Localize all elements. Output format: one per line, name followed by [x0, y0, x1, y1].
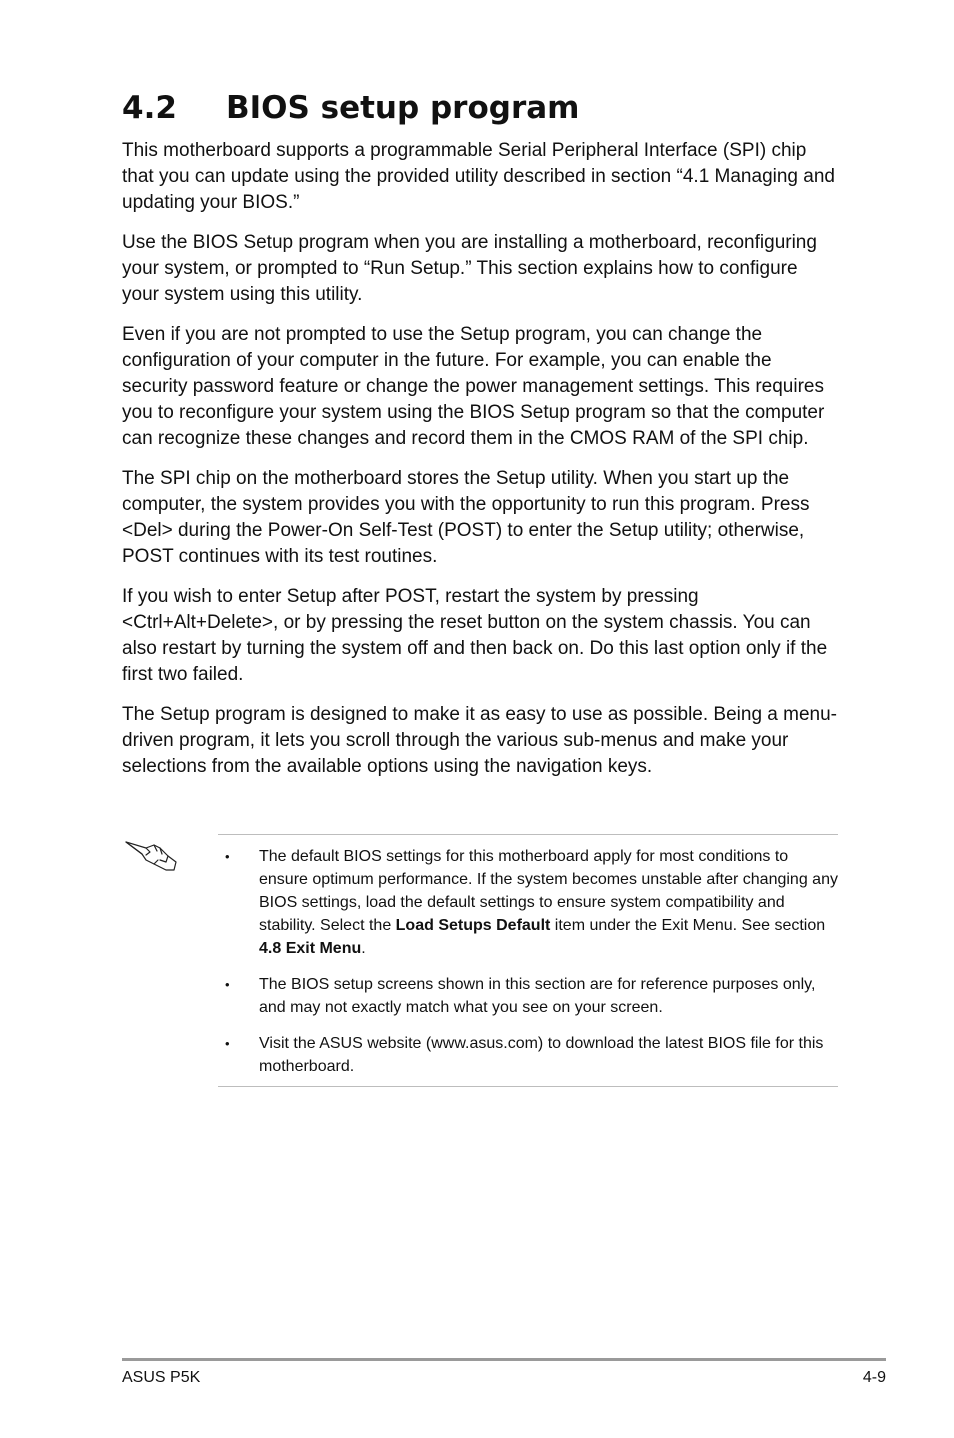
- load-setups-default-label: Load Setups Default: [395, 917, 551, 934]
- bullet: •: [225, 977, 230, 992]
- paragraph-1: This motherboard supports a programmable Serial Peripheral Interface (SPI) chip that you can update using the provided utility described in section “4.1 Managing and updating your BIOS.”: [122, 140, 835, 213]
- bullet: •: [225, 849, 230, 864]
- paragraph-5: If you wish to enter Setup after POST, restart the system by pressing <Ctrl+Alt+Delete>, or by pressing the reset button on the system chassis. You can also restart by turning the system off and then back on. Do this last option only if the first two failed.: [122, 586, 828, 685]
- body-text: [122, 138, 838, 794]
- note-text-part: The default BIOS settings for this motherboard apply for most conditions to ensure optimum performance. If the system becomes unstable after changing any BIOS settings, load the default settings to ensure system compatibility and stability. Select the: [259, 848, 838, 934]
- paragraph-3: Even if you are not prompted to use the Setup program, you can change the configuration of your computer in the future. For example, you can enable the security password feature or change the power management settings. This requires you to reconfigure your system using the BIOS Setup program so that the computer can recognize these changes and record them in the CMOS RAM of the SPI chip.: [122, 324, 825, 449]
- paragraph-6: The Setup program is designed to make it as easy to use as possible. Being a menu-driven program, it lets you scroll through the various sub-menus and make your selections from the available options using the navigation keys.: [122, 704, 838, 777]
- footer-product-name: ASUS P5K: [122, 1369, 201, 1386]
- note-text: The BIOS setup screens shown in this section are for reference purposes only, and may not exactly match what you see on your screen.: [259, 976, 816, 1016]
- paragraph-2: Use the BIOS Setup program when you are installing a motherboard, reconfiguring your system, or prompted to “Run Setup.” This section explains how to configure your system using this utility.: [122, 232, 817, 305]
- note-item: [218, 1032, 838, 1078]
- note-item: [218, 845, 838, 960]
- note-item: [218, 973, 838, 1019]
- note-text-part: item under the Exit Menu. See section: [550, 917, 826, 934]
- exit-menu-reference: 4.8 Exit Menu: [259, 940, 362, 957]
- section-number: 4.2: [122, 90, 177, 126]
- bullet: •: [225, 1036, 230, 1051]
- section-title: BIOS setup program: [226, 90, 580, 126]
- footer-rule: [122, 1358, 886, 1361]
- paragraph-4: The SPI chip on the motherboard stores the Setup utility. When you start up the computer, the system provides you with the opportunity to run this program. Press <Del> during the Power-On Self-Test (POST) to enter the Setup utility; otherwise, POST continues with its test routines.: [122, 468, 810, 567]
- note-text: [259, 845, 838, 960]
- note-box: [218, 834, 838, 1087]
- section-heading: [122, 86, 579, 130]
- page-number: 4-9: [862, 1369, 886, 1386]
- note-text: Visit the ASUS website (www.asus.com) to download the latest BIOS file for this motherboard.: [259, 1035, 824, 1075]
- note-text-part: .: [361, 940, 366, 957]
- pointing-hand-icon: [124, 834, 180, 874]
